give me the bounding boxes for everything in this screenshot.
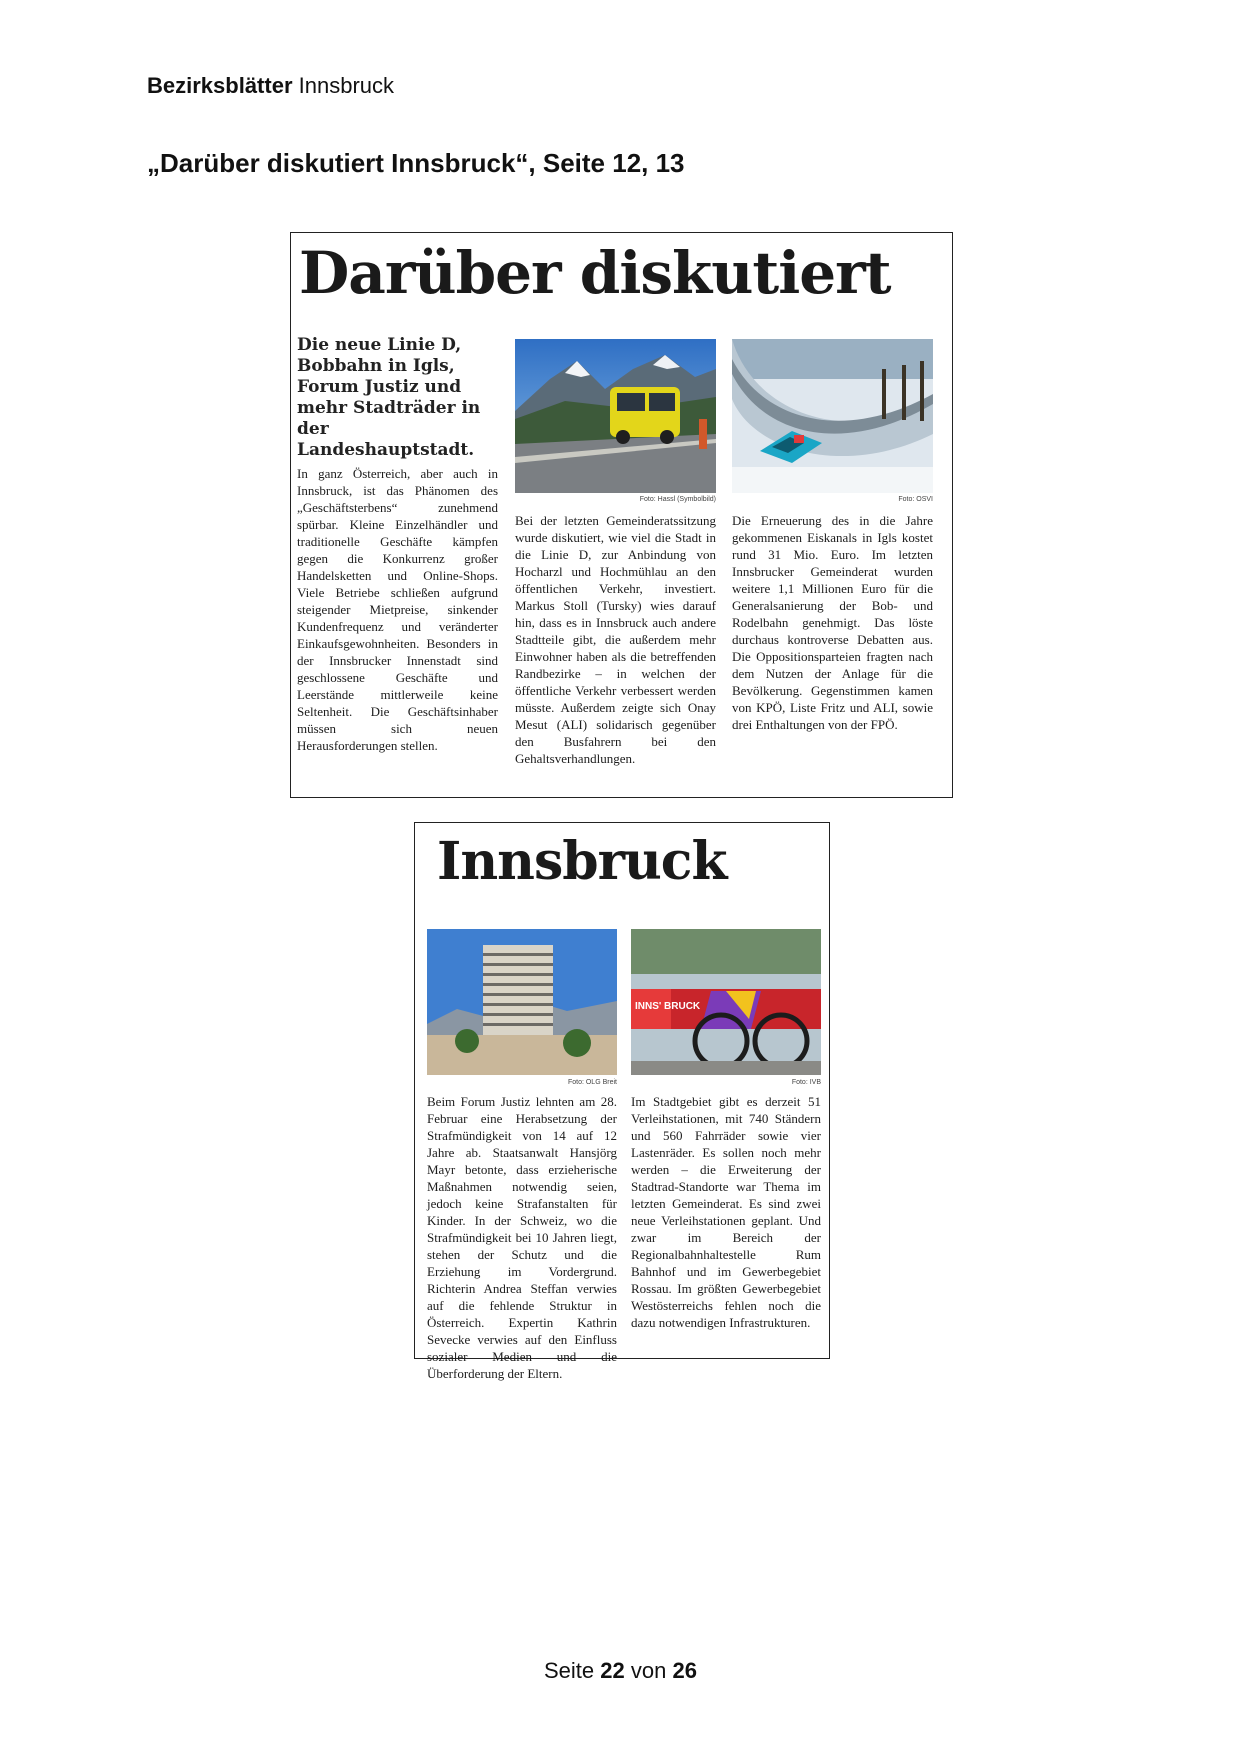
article-geschaeftssterben: In ganz Österreich, aber auch in Innsbruck, ist das Phänomen des „Geschäftsterbens“ zunehmend spürbar. Kleine Einzelhändler und traditionelle Geschäfte kämpfen gegen die Konkurrenz großer Handelsketten und Online-Shops. Viele Betriebe schließen aufgrund steigender Mietpreise, sinkender Kundenfrequenz und veränderter Einkaufsgewohnheiten. Besonders in der Innsbrucker Innenstadt sind geschlossene Geschäfte und Leerstände mittlerweile keine Seltenheit. Die Geschäftsinhaber müssen sich neuen Herausforderungen stellen. xyxy=(297,466,498,753)
page-number xyxy=(0,1658,1241,1684)
clipping-darueber-diskutiert xyxy=(290,232,953,798)
stadtrad-photo xyxy=(631,929,821,1075)
document-title: „Darüber diskutiert Innsbruck“, Seite 12, 13 xyxy=(147,148,685,178)
article-linie-d: Bei der letzten Gemeinderatssitzung wurde diskutiert, wie viel die Stadt in die Linie D, zur Anbindung von Hocharzl und Hochmühlau an den öffentlichen Verkehr, investiert. Markus Stoll (Tursky) wies darauf hin, dass es in Innsbruck auch andere Stadtteile gibt, die außerdem mehr Einwohner haben als die betreffenden Randbezirke – in welchen der öffentliche Verkehr verbessert werden müsste. Außerdem zeigte sich Onay Mesut (ALI) solidarisch gegenüber den Busfahrern bei den Gehaltsverhandlungen. xyxy=(515,513,716,766)
clipping-lead: Die neue Linie D, Bobbahn in Igls, Forum Justiz und mehr Stadträder in der Landeshauptstadt. xyxy=(297,335,481,460)
court-building-image xyxy=(427,929,617,1075)
publication-name xyxy=(147,73,394,99)
photo-sign-text: INNS' BRUCK xyxy=(635,1001,701,1012)
photo-credit: Foto: OLG Breit xyxy=(567,1079,617,1086)
photo-credit: Foto: IVB xyxy=(791,1079,821,1086)
clipping-innsbruck xyxy=(414,822,830,1381)
bobsled-track-image xyxy=(732,339,933,493)
article-eiskanal: Die Erneuerung des in die Jahre gekommenen Eiskanals in Igls kostet rund 31 Mio. Euro. Im letzten Innsbrucker Gemeinderat wurden weitere 1,1 Millionen Euro für die Generalsanierung der Bob- und Rodelbahn genehmigt. Das löste durchaus kontroverse Debatten aus. Die Oppositionsparteien fragten nach dem Nutzen der Anlage für die Bevölkerung. Gegenstimmen kamen von KPÖ, Liste Fritz und ALI, sowie drei Enthaltungen von der FPÖ. xyxy=(732,513,933,732)
clipping-headline: Innsbruck xyxy=(437,831,727,892)
page-current: 22 xyxy=(600,1658,625,1683)
page-total: 26 xyxy=(672,1658,697,1683)
article-forum-justiz: Beim Forum Justiz lehnten am 28. Februar eine Herabsetzung der Strafmündigkeit von 14 auf 12 Jahre ab. Staatsanwalt Hansjörg Mayr betonte, dass erzieherische Maßnahmen notwendig seien, jedoch keine Strafanstalten für Kinder. In der Schweiz, wo die Strafmündigkeit bei 10 Jahren liegt, stehen der Schutz und die Erziehung im Vordergrund. Richterin Andrea Steffan verwies auf die fehlende Struktur in Österreich. Expertin Kathrin Sevecke verwies auf den Einfluss sozialer Medien und die Überforderung der Eltern. xyxy=(427,1094,617,1381)
forum-justiz-photo xyxy=(427,929,617,1075)
bobsled-photo xyxy=(732,339,933,493)
page-of: von xyxy=(630,1658,667,1683)
photo-credit: Foto: OSVI xyxy=(898,496,933,503)
bus-photo xyxy=(515,339,716,493)
city-bikes-image xyxy=(631,929,821,1075)
publication-edition: Innsbruck xyxy=(298,73,395,98)
publication-brand: Bezirksblätter xyxy=(147,73,293,98)
article-stadtrad: Im Stadtgebiet gibt es derzeit 51 Verleihstationen, mit 740 Ständern und 560 Fahrräder sowie vier Lastenräder. Es sollen noch mehr werden – die Erweiterung der Stadtrad-Standorte war Thema im letzten Gemeinderat. Es sind zwei neue Verleihstationen geplant. Und zwar im Bereich der Regionalbahnhaltestelle Rum Bahnhof und im Gewerbegebiet Rossau. Im größten Gewerbegebiet Westösterreichs fehlen noch die dazu notwendigen Infrastrukturen. xyxy=(631,1094,821,1330)
page-prefix: Seite xyxy=(544,1658,595,1683)
clipping-headline: Darüber diskutiert xyxy=(299,239,891,307)
photo-credit: Foto: Hassl (Symbolbild) xyxy=(639,496,716,503)
yellow-bus-mountain-image xyxy=(515,339,716,493)
